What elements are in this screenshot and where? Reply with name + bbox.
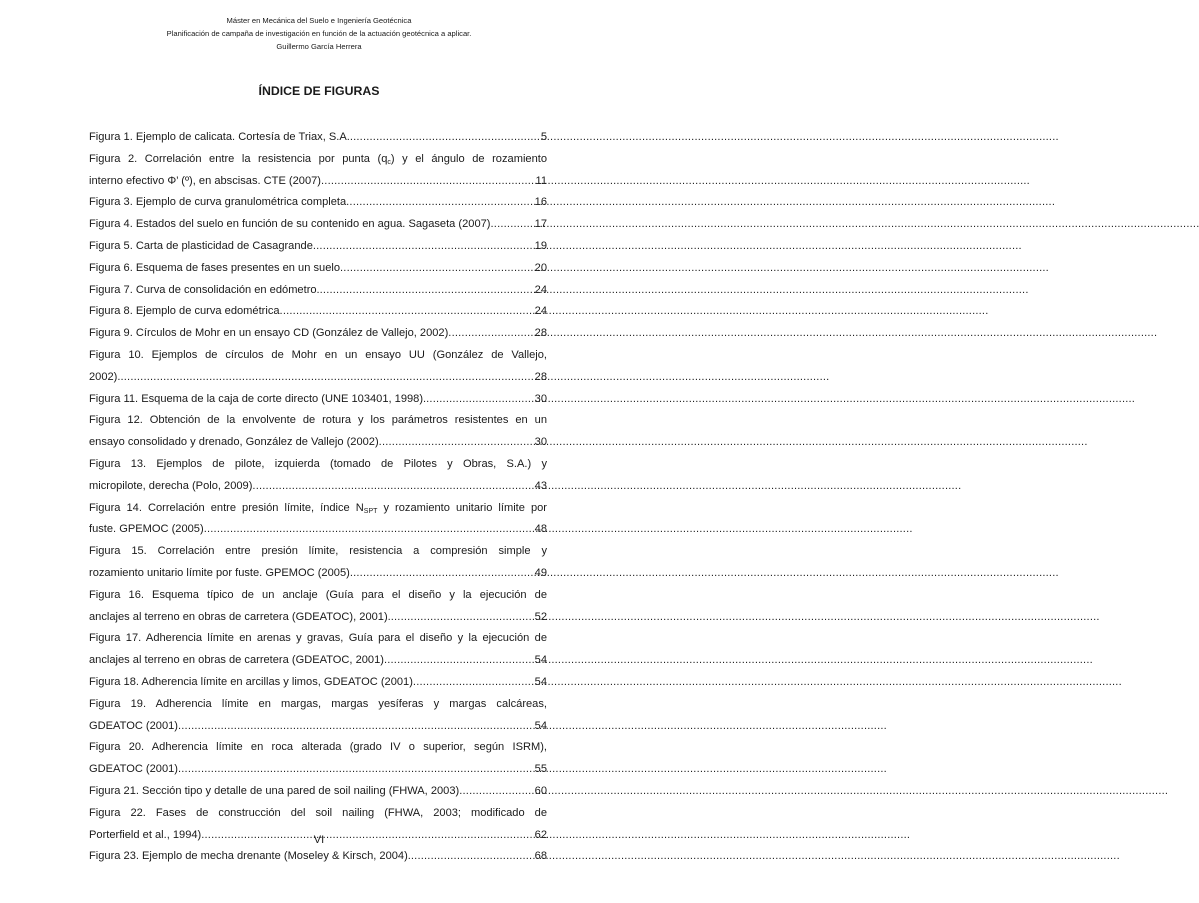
figure-entry-line xyxy=(89,781,547,803)
figure-entry-caption: Figura 20. Adherencia límite en roca alterada (grado IV o superior, según ISRM), xyxy=(89,741,547,754)
figure-entry-caption: Porterfield et al., 1994) xyxy=(89,828,202,841)
figure-page-number: 54 xyxy=(534,719,547,732)
page-header xyxy=(0,14,638,53)
figure-page-number: 55 xyxy=(534,763,547,776)
dot-leader xyxy=(178,759,534,781)
figure-entry[interactable] xyxy=(89,389,547,411)
figure-entry-line xyxy=(89,846,547,868)
dot-leader xyxy=(321,171,534,193)
figure-entry-caption: Figura 16. Esquema típico de un anclaje (Guía para el diseño y la ejecución de xyxy=(89,588,547,601)
figure-entry[interactable] xyxy=(89,236,547,258)
figure-entry-caption: Figura 7. Curva de consolidación en edómetro. xyxy=(89,283,320,296)
figure-entry[interactable] xyxy=(89,846,547,868)
figure-entry[interactable] xyxy=(89,149,547,193)
figure-entry[interactable] xyxy=(89,672,547,694)
dot-leader xyxy=(350,127,540,149)
figure-entry-line xyxy=(89,432,547,454)
figure-entry[interactable] xyxy=(89,127,547,149)
figure-entry[interactable] xyxy=(89,410,547,454)
figure-page-number: 30 xyxy=(534,436,547,449)
figure-entry[interactable] xyxy=(89,781,547,803)
figure-entry[interactable] xyxy=(89,192,547,214)
figure-entry-caption: rozamiento unitario límite por fuste. GPEMOC (2005) xyxy=(89,566,350,579)
figure-page-number: 54 xyxy=(534,675,547,688)
figure-page-number: 52 xyxy=(534,610,547,623)
figure-entry-line xyxy=(89,192,547,214)
figure-entry[interactable] xyxy=(89,280,547,302)
figure-entry-text xyxy=(89,454,547,476)
figure-entry-text xyxy=(89,694,547,716)
figure-entry-line xyxy=(89,301,547,323)
figure-entry-line xyxy=(89,236,547,258)
figure-entry-caption: Figura 19. Adherencia límite en margas, margas yesíferas y margas calcáreas, xyxy=(89,697,547,710)
figure-entry-text xyxy=(89,410,547,432)
dot-leader xyxy=(350,563,534,585)
figure-entry-line xyxy=(89,672,547,694)
figure-page-number: 43 xyxy=(534,479,547,492)
figure-entry-text xyxy=(89,585,547,607)
figure-entry[interactable] xyxy=(89,498,547,542)
dot-leader xyxy=(379,432,534,454)
figure-entry-caption: 2002). xyxy=(89,370,121,383)
figure-page-number: 16 xyxy=(534,196,547,209)
dot-leader xyxy=(313,236,534,258)
figure-entry-caption: Figura 14. Correlación entre presión límite, índice $N_{SPT}$ y rozamiento unitario límite por xyxy=(89,501,547,515)
figure-entry-line xyxy=(89,607,547,629)
figure-entry-caption: Figura 10. Ejemplos de círculos de Mohr en un ensayo UU (González de Vallejo, xyxy=(89,348,547,361)
figure-entry-caption: ensayo consolidado y drenado, González de Vallejo (2002) xyxy=(89,436,379,449)
figure-entry-caption: Figura 11. Esquema de la caja de corte directo (UNE 103401, 1998). xyxy=(89,392,427,405)
figure-entry-caption: Figura 22. Fases de construcción del soil nailing (FHWA, 2003; modificado de xyxy=(89,806,547,819)
figure-entry-line xyxy=(89,171,547,193)
figure-entry-text xyxy=(89,628,547,650)
figure-entry-caption: Figura 4. Estados del suelo en función de su contenido en agua. Sagaseta (2007) xyxy=(89,218,491,231)
dot-leader xyxy=(346,192,534,214)
figure-entry-caption: interno efectivo Φ’ (º), en abscisas. CTE (2007) xyxy=(89,174,321,187)
figure-entry-caption: Figura 12. Obtención de la envolvente de rotura y los parámetros resistentes en un xyxy=(89,414,547,427)
figure-entry-line xyxy=(89,476,547,498)
figure-index-list xyxy=(89,127,547,868)
dot-leader xyxy=(384,650,534,672)
dot-leader xyxy=(280,301,534,323)
figure-entry-line xyxy=(89,389,547,411)
figure-entry-caption: Figura 18. Adherencia límite en arcillas y limos, GDEATOC (2001) xyxy=(89,675,413,688)
figure-page-number: 30 xyxy=(534,392,547,405)
figure-entry-text xyxy=(89,737,547,759)
figure-page-number: 24 xyxy=(534,305,547,318)
figure-entry-caption: Figura 2. Correlación entre la resistencia por punta $(q_c)$ y el ángulo de rozamiento xyxy=(89,152,547,166)
figure-entry-line xyxy=(89,759,547,781)
dot-leader xyxy=(178,716,534,738)
figure-page-number: 49 xyxy=(534,566,547,579)
figure-page-number: 5 xyxy=(540,131,547,143)
figure-page-number: 24 xyxy=(534,283,547,296)
figure-entry-text xyxy=(89,541,547,563)
dot-leader xyxy=(204,519,534,541)
figure-entry-line xyxy=(89,280,547,302)
figure-entry-caption: anclajes al terreno en obras de carretera (GDEATOC), 2001). xyxy=(89,610,391,623)
figure-entry[interactable] xyxy=(89,694,547,738)
figure-entry[interactable] xyxy=(89,214,547,236)
figure-entry-caption: Figura 6. Esquema de fases presentes en un suelo xyxy=(89,261,340,274)
dot-leader xyxy=(426,389,534,411)
figure-entry-line xyxy=(89,716,547,738)
figure-entry[interactable] xyxy=(89,454,547,498)
figure-entry[interactable] xyxy=(89,258,547,280)
figure-entry-text xyxy=(89,803,547,825)
figure-entry-line xyxy=(89,258,547,280)
dot-leader xyxy=(459,781,533,803)
figure-page-number: 54 xyxy=(534,654,547,667)
figure-entry[interactable] xyxy=(89,301,547,323)
figure-entry[interactable] xyxy=(89,541,547,585)
dot-leader xyxy=(391,607,534,629)
dot-leader xyxy=(120,367,533,389)
figure-entry-line xyxy=(89,127,547,149)
figure-entry[interactable] xyxy=(89,737,547,781)
figure-page-number: 60 xyxy=(534,784,547,797)
figure-entry-caption: GDEATOC (2001) xyxy=(89,719,178,732)
dot-leader xyxy=(448,323,533,345)
header-line-1: Máster en Mecánica del Suelo e Ingeniería Geotécnica xyxy=(226,16,412,25)
figure-entry-line xyxy=(89,214,547,236)
figure-entry-text xyxy=(89,345,547,367)
dot-leader xyxy=(491,214,534,236)
header-line-2: Planificación de campaña de investigación en función de la actuación geotécnica a aplicar. xyxy=(166,29,472,38)
figure-page-number: 20 xyxy=(534,261,547,274)
figure-entry-line xyxy=(89,650,547,672)
figure-entry-line xyxy=(89,563,547,585)
figure-page-number: 11 xyxy=(535,174,547,187)
figure-page-number: 19 xyxy=(534,239,547,252)
figure-entry-line xyxy=(89,367,547,389)
figure-entry-line xyxy=(89,323,547,345)
figure-page-number: 68 xyxy=(534,850,547,863)
header-line-3: Guillermo García Herrera xyxy=(276,42,362,51)
figure-entry-caption: GDEATOC (2001) xyxy=(89,763,178,776)
figure-entry-caption: Figura 13. Ejemplos de pilote, izquierda (tomado de Pilotes y Obras, S.A.) y xyxy=(89,457,547,470)
figure-entry-caption: Figura 21. Sección tipo y detalle de una pared de soil nailing (FHWA, 2003) xyxy=(89,784,460,797)
figure-entry-caption: Figura 8. Ejemplo de curva edométrica xyxy=(89,305,280,318)
figure-entry-caption: Figura 3. Ejemplo de curva granulométrica completa xyxy=(89,196,347,209)
figure-entry-caption: Figura 1. Ejemplo de calicata. Cortesía de Triax, S.A. xyxy=(89,131,350,143)
page-number: VI xyxy=(313,834,325,846)
figure-page-number: 48 xyxy=(534,523,547,536)
dot-leader xyxy=(413,672,534,694)
figure-entry-caption: micropilote, derecha (Polo, 2009) xyxy=(89,479,253,492)
figure-entry[interactable] xyxy=(89,323,547,345)
figure-entry-caption: Figura 17. Adherencia límite en arenas y gravas, Guía para el diseño y la ejecución de xyxy=(89,632,547,645)
figure-page-number: 62 xyxy=(534,828,547,841)
figure-entry-line xyxy=(89,519,547,541)
dot-leader xyxy=(252,476,533,498)
figure-entry[interactable] xyxy=(89,628,547,672)
figure-entry[interactable] xyxy=(89,345,547,389)
dot-leader xyxy=(340,258,534,280)
figure-entry-caption: fuste. GPEMOC (2005) xyxy=(89,523,204,536)
figure-entry-caption: Figura 23. Ejemplo de mecha drenante (Moseley & Kirsch, 2004). xyxy=(89,850,411,863)
figure-entry-text xyxy=(89,149,547,171)
figure-page-number: 17 xyxy=(534,218,547,231)
figure-entry-text xyxy=(89,498,547,520)
page-title: ÍNDICE DE FIGURAS xyxy=(258,84,380,98)
figure-entry[interactable] xyxy=(89,585,547,629)
dot-leader xyxy=(411,846,534,868)
figure-entry-caption: anclajes al terreno en obras de carretera (GDEATOC, 2001) xyxy=(89,654,384,667)
dot-leader xyxy=(320,280,534,302)
figure-entry-caption: Figura 9. Círculos de Mohr en un ensayo CD (González de Vallejo, 2002) xyxy=(89,327,449,340)
figure-entry-caption: Figura 5. Carta de plasticidad de Casagrande xyxy=(89,239,313,252)
figure-entry-caption: Figura 15. Correlación entre presión límite, resistencia a compresión simple y xyxy=(89,545,547,558)
figure-page-number: 28 xyxy=(534,370,547,383)
figure-page-number: 28 xyxy=(534,327,547,340)
